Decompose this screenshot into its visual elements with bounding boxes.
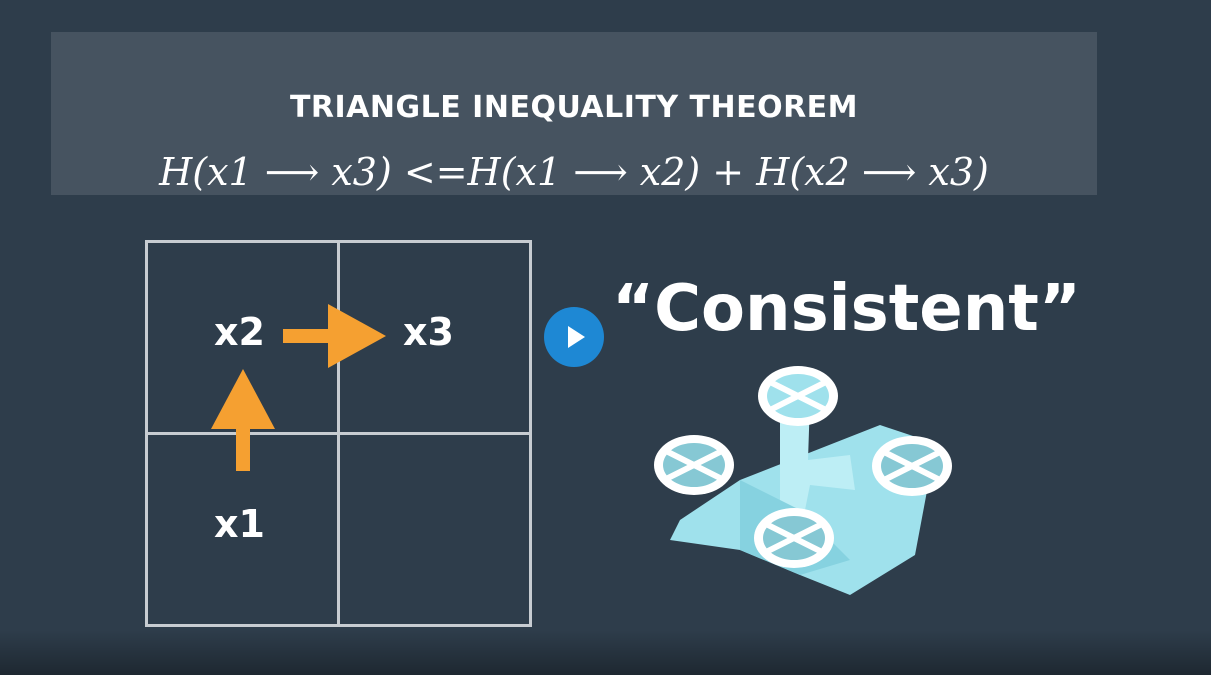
rotor-icon bbox=[654, 435, 734, 495]
title-banner bbox=[51, 32, 1097, 195]
triangle-inequality-formula: H(x1 ⟶ x3) <=H(x1 ⟶ x2) + H(x2 ⟶ x3) bbox=[159, 150, 989, 194]
node-label-x1: x1 bbox=[214, 502, 265, 546]
arrow-up-icon bbox=[211, 369, 275, 471]
node-label-x2: x2 bbox=[214, 310, 265, 354]
node-label-x3: x3 bbox=[403, 310, 454, 354]
grid-lines bbox=[145, 240, 533, 628]
rotor-icon bbox=[758, 366, 838, 426]
grid-diagram bbox=[145, 240, 533, 628]
player-bottom-gradient bbox=[0, 630, 1211, 675]
rotor-icon bbox=[872, 436, 952, 496]
rotor-icon bbox=[754, 508, 834, 568]
drone-illustration bbox=[640, 360, 960, 605]
slide-title: TRIANGLE INEQUALITY THEOREM bbox=[289, 90, 859, 125]
consistent-heading: “Consistent” bbox=[612, 272, 1081, 346]
play-button[interactable] bbox=[544, 307, 604, 367]
arrow-right-icon bbox=[283, 304, 386, 368]
play-icon bbox=[568, 326, 585, 348]
